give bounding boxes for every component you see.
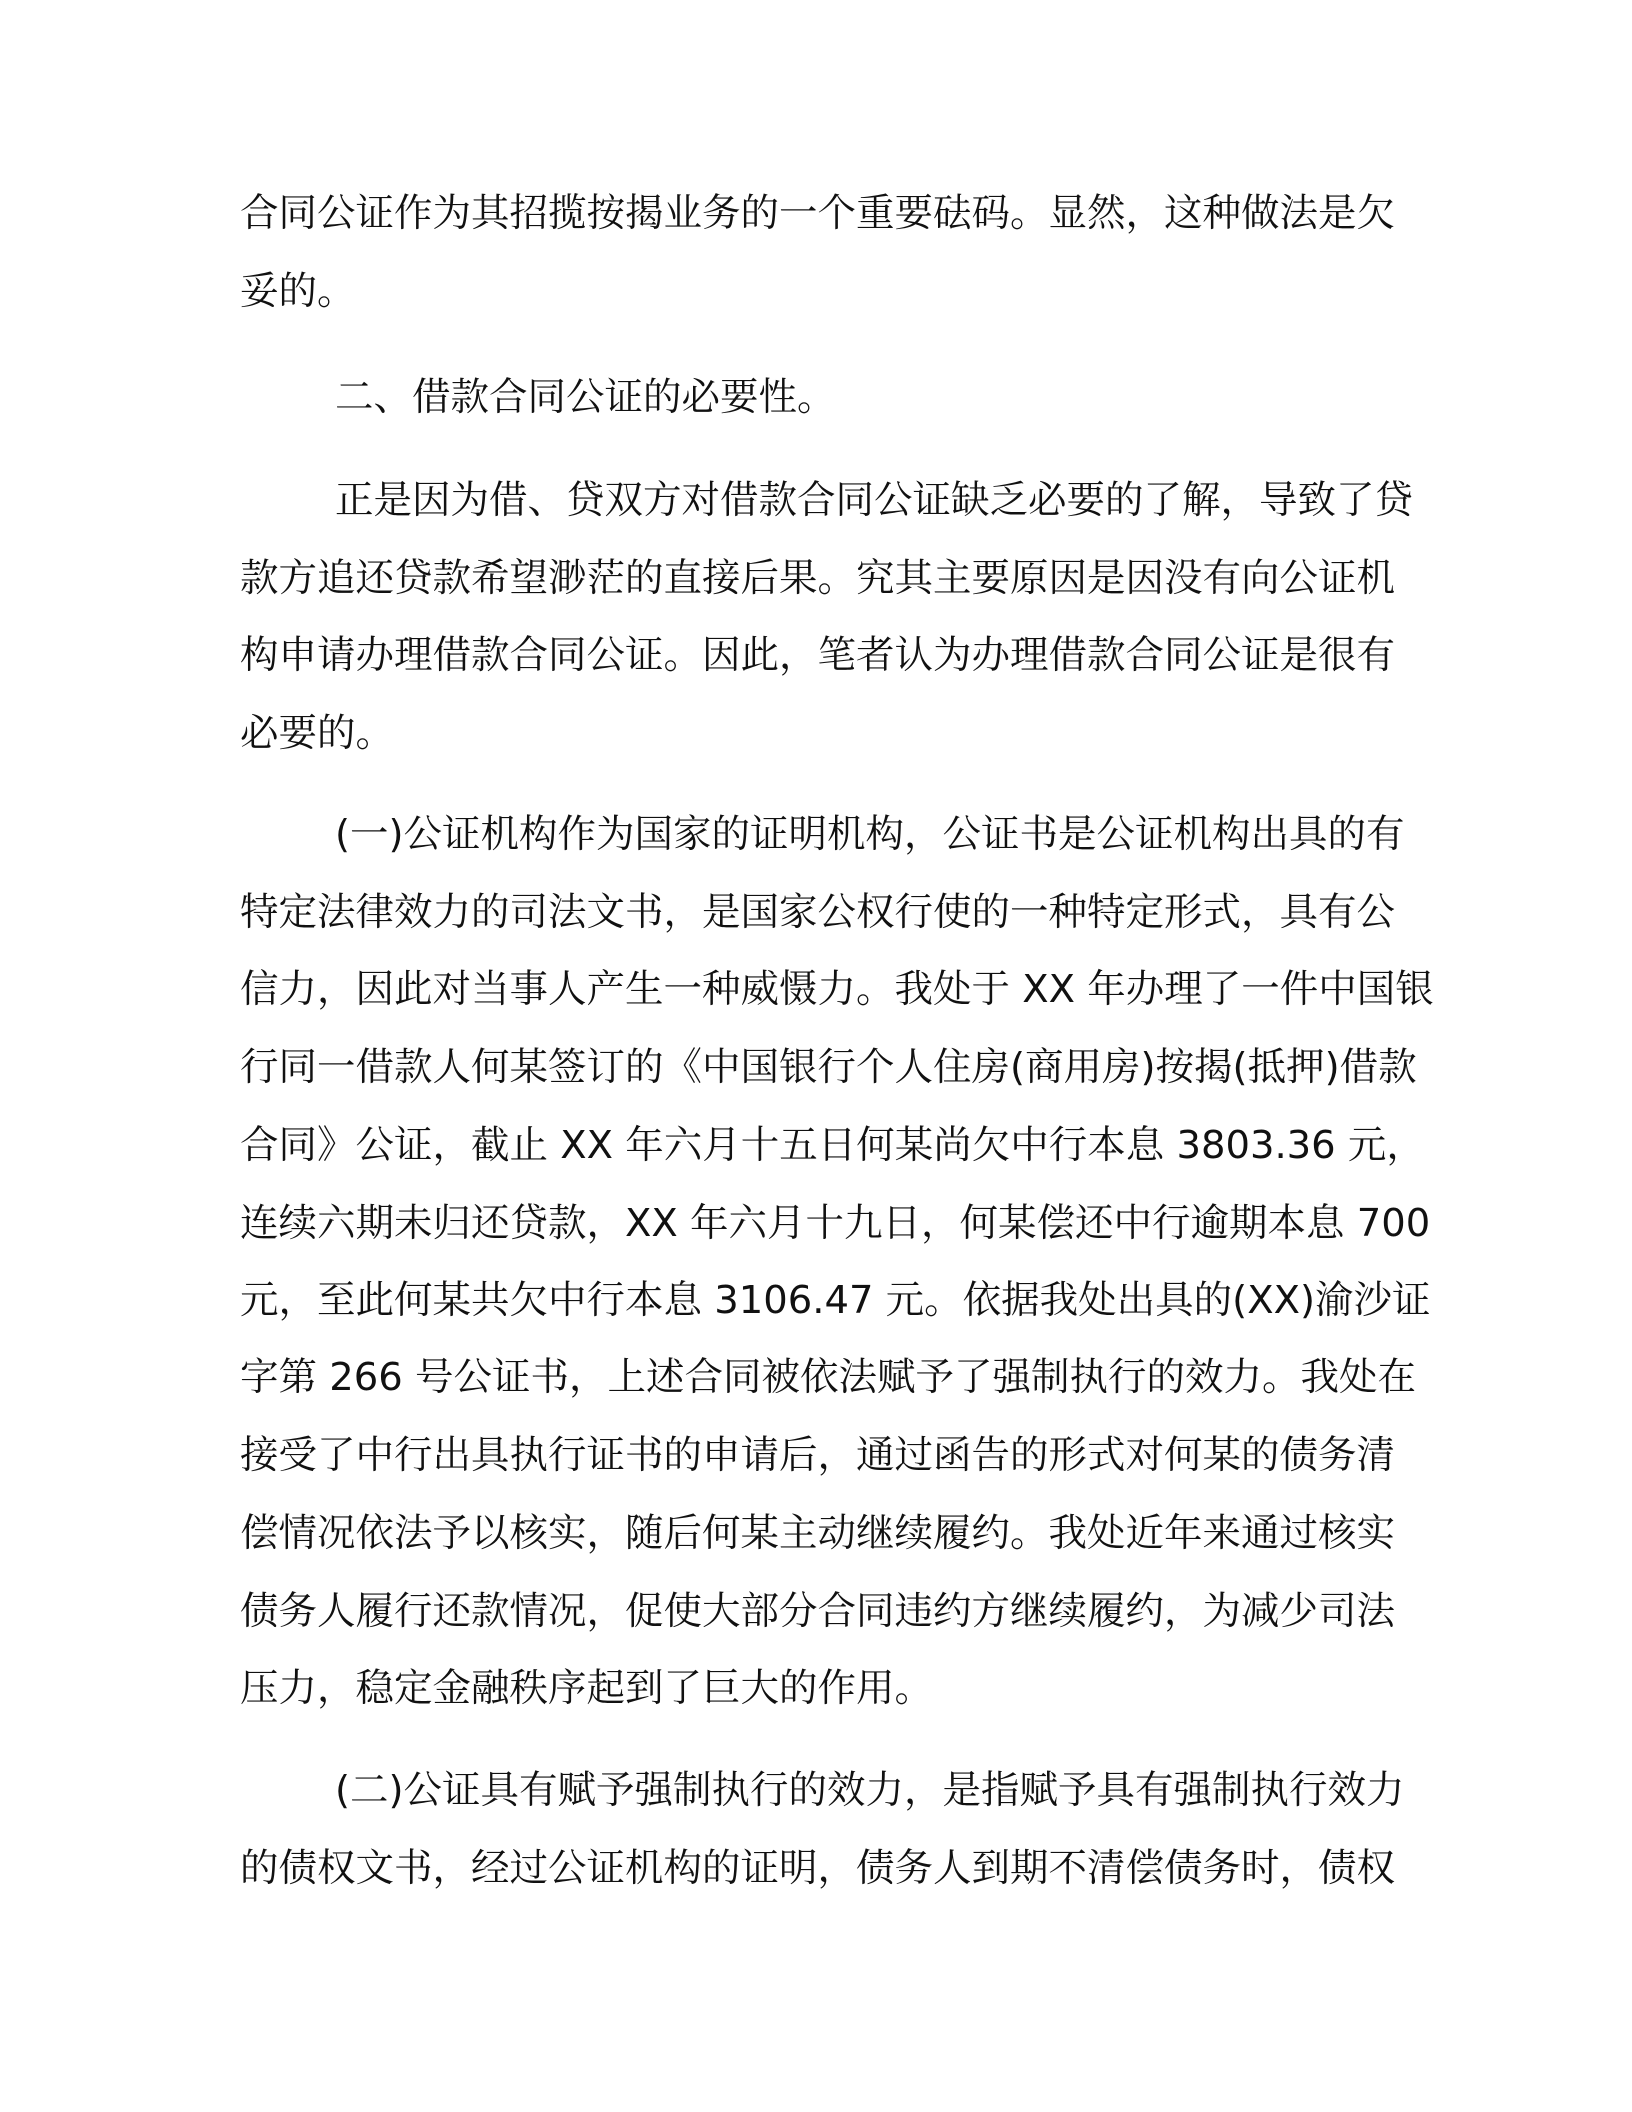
- text-line: 的债权文书，经过公证机构的证明，债务人到期不清偿债务时，债权: [240, 1846, 1396, 1891]
- text-line: 连续六期未归还贷款，XX 年六月十九日，何某偿还中行逾期本息 700: [240, 1201, 1431, 1246]
- text-line: 元，至此何某共欠中行本息 3106.47 元。依据我处出具的(XX)渝沙证: [240, 1278, 1431, 1323]
- text-line: 构申请办理借款合同公证。因此，笔者认为办理借款合同公证是很有: [240, 633, 1396, 678]
- text-line: 接受了中行出具执行证书的申请后，通过函告的形式对何某的债务清: [240, 1433, 1396, 1478]
- section-heading: 二、借款合同公证的必要性。: [335, 375, 836, 420]
- text-line: 款方追还贷款希望渺茫的直接后果。究其主要原因是因没有向公证机: [240, 556, 1396, 601]
- text-line: 特定法律效力的司法文书，是国家公权行使的一种特定形式，具有公: [240, 890, 1396, 935]
- text-line: 合同公证作为其招揽按揭业务的一个重要砝码。显然，这种做法是欠: [240, 191, 1396, 236]
- text-line: 债务人履行还款情况，促使大部分合同违约方继续履约，为减少司法: [240, 1589, 1396, 1634]
- text-line: 偿情况依法予以核实，随后何某主动继续履约。我处近年来通过核实: [240, 1511, 1396, 1556]
- text-line: 字第 266 号公证书，上述合同被依法赋予了强制执行的效力。我处在: [240, 1355, 1416, 1400]
- text-line: 必要的。: [240, 711, 395, 756]
- text-line: 信力，因此对当事人产生一种威慑力。我处于 XX 年办理了一件中国银: [240, 967, 1434, 1012]
- text-line: 压力，稳定金融秩序起到了巨大的作用。: [240, 1666, 934, 1711]
- text-line: (一)公证机构作为国家的证明机构，公证书是公证机构出具的有: [335, 812, 1405, 857]
- text-line: 行同一借款人何某签订的《中国银行个人住房(商用房)按揭(抵押)借款: [240, 1045, 1417, 1090]
- text-line: (二)公证具有赋予强制执行的效力，是指赋予具有强制执行效力: [335, 1768, 1405, 1813]
- text-line: 合同》公证，截止 XX 年六月十五日何某尚欠中行本息 3803.36 元，: [240, 1123, 1425, 1168]
- text-line: 正是因为借、贷双方对借款合同公证缺乏必要的了解，导致了贷: [335, 478, 1414, 523]
- text-line: 妥的。: [240, 269, 356, 314]
